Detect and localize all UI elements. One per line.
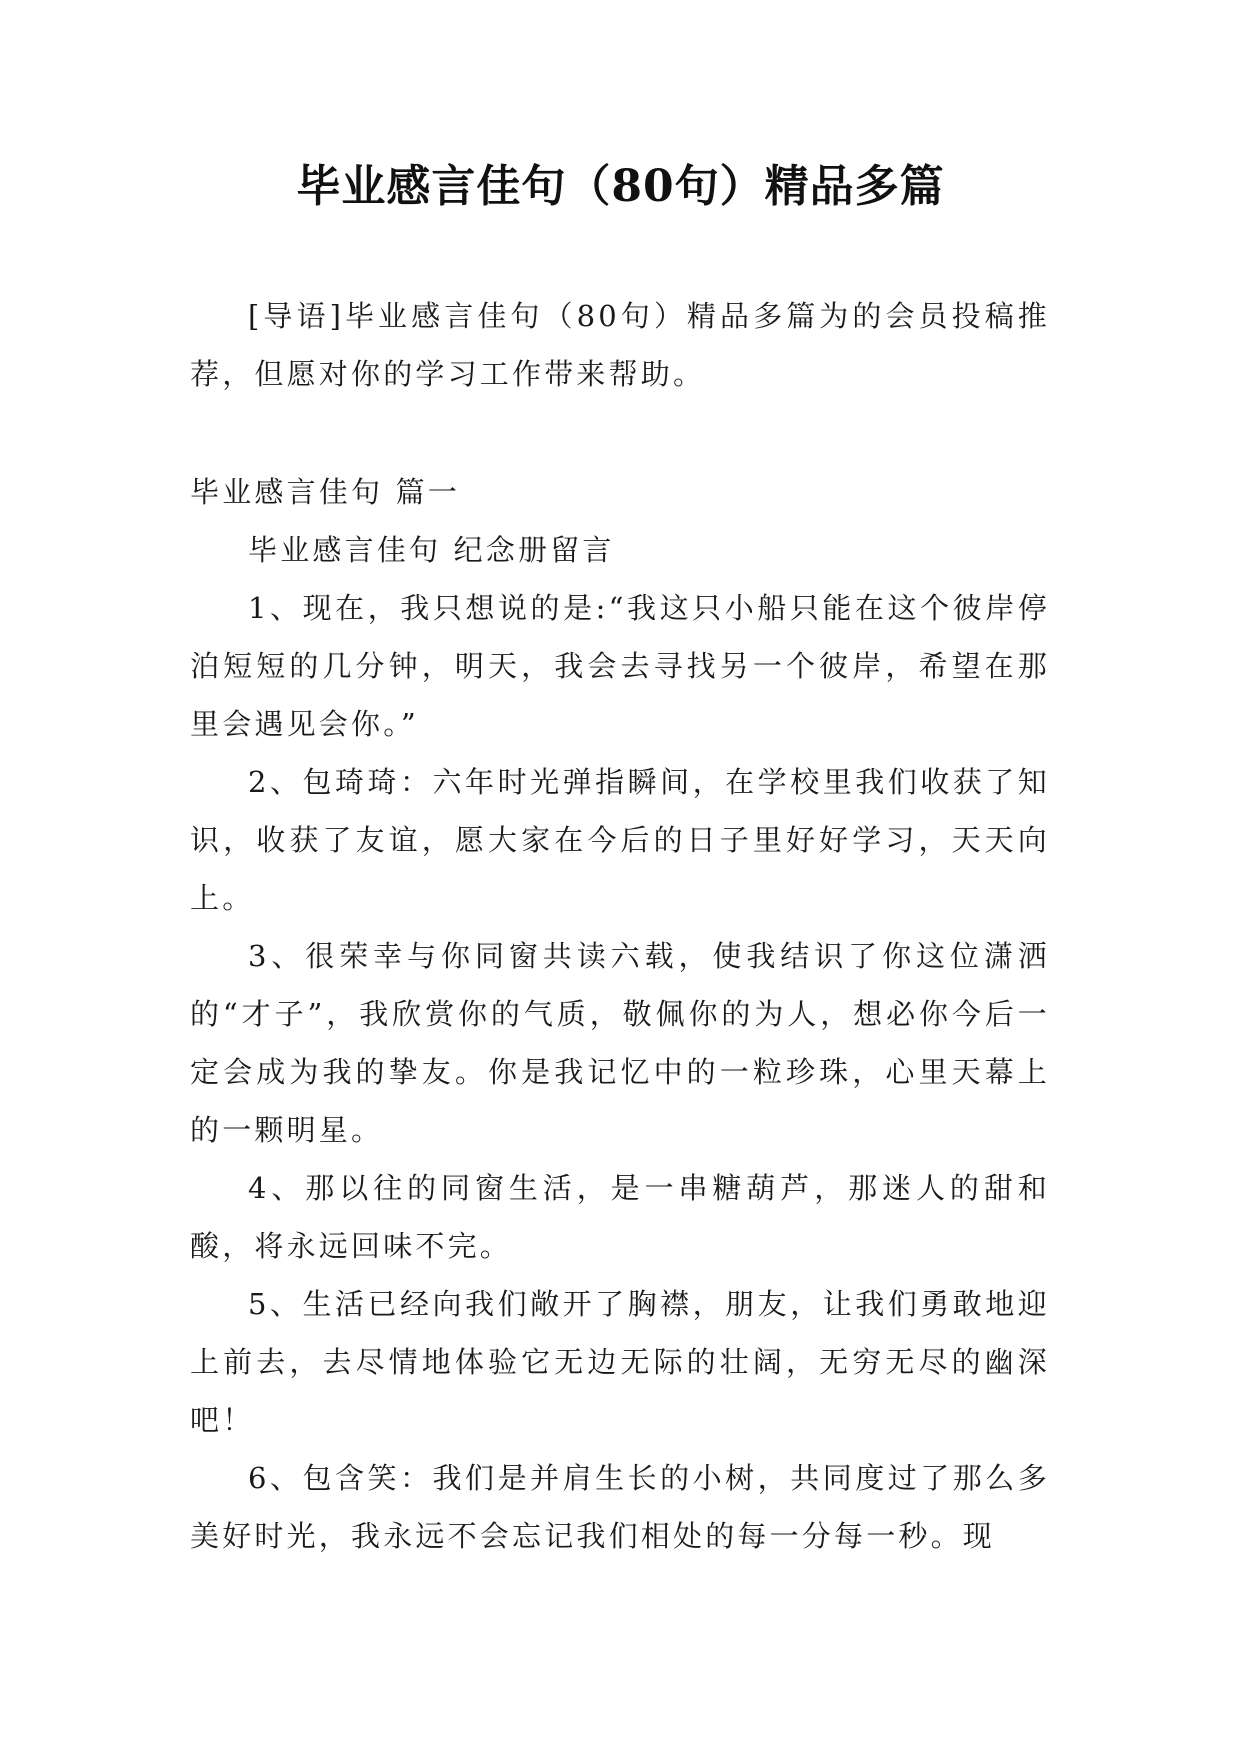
paragraph-6: 6、包含笑：我们是并肩生长的小树，共同度过了那么多美好时光，我永远不会忘记我们相处的每一分每一秒。现 xyxy=(190,1461,1050,1553)
intro-paragraph xyxy=(190,287,1050,403)
intro-text: [导语]毕业感言佳句（80句）精品多篇为的会员投稿推荐，但愿对你的学习工作带来帮助。 xyxy=(190,299,1050,391)
sub-heading: 毕业感言佳句 纪念册留言 xyxy=(248,533,615,567)
paragraph-2: 2、包琦琦：六年时光弹指瞬间，在学校里我们收获了知识，收获了友谊，愿大家在今后的日子里好好学习，天天向上。 xyxy=(190,765,1050,915)
section-body xyxy=(190,463,1050,1565)
paragraph-3: 3、很荣幸与你同窗共读六载，使我结识了你这位潇洒的“才子”，我欣赏你的气质，敬佩你的为人，想必你今后一定会成为我的挚友。你是我记忆中的一粒珍珠，心里天幕上的一颗明星。 xyxy=(190,939,1050,1147)
document-title: 毕业感言佳句（80句）精品多篇 xyxy=(296,161,945,212)
paragraph-1: 1、现在，我只想说的是:“我这只小船只能在这个彼岸停泊短短的几分钟，明天，我会去寻找另一个彼岸，希望在那里会遇见会你。” xyxy=(190,591,1050,741)
paragraph-5: 5、生活已经向我们敞开了胸襟，朋友，让我们勇敢地迎上前去，去尽情地体验它无边无际的壮阔，无穷无尽的幽深吧！ xyxy=(190,1287,1050,1437)
paragraph-4: 4、那以往的同窗生活，是一串糖葫芦，那迷人的甜和酸，将永远回味不完。 xyxy=(190,1171,1050,1263)
section-heading: 毕业感言佳句 篇一 xyxy=(190,475,461,509)
